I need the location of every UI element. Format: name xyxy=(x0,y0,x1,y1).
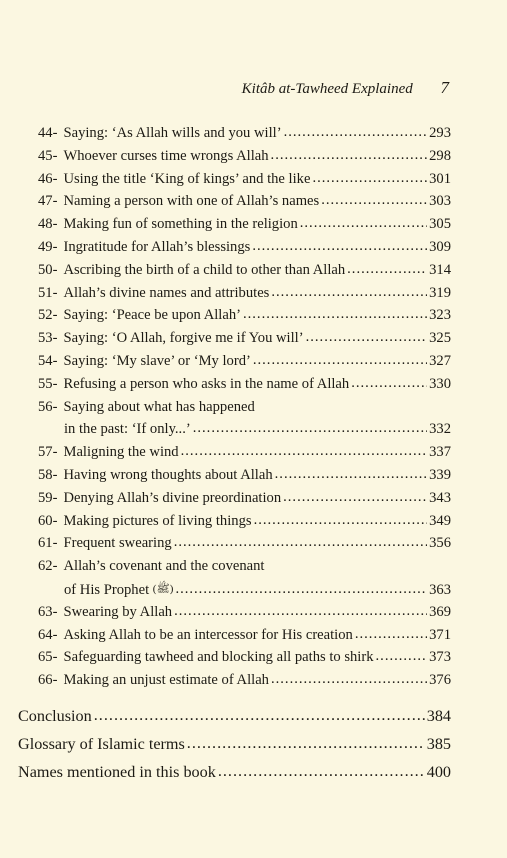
toc-entry-number: 47- xyxy=(38,193,58,210)
dot-leader xyxy=(312,167,427,190)
toc-entry-title: Whoever curses time wrongs Allah xyxy=(63,147,269,164)
toc-entry-title-continued xyxy=(64,418,191,441)
toc-entry-page: 314 xyxy=(429,261,451,278)
dot-leader xyxy=(174,600,427,623)
dot-leader xyxy=(181,440,428,463)
toc-entry-row xyxy=(38,510,451,533)
toc-entry xyxy=(0,532,507,555)
dot-leader xyxy=(271,281,427,304)
dot-leader xyxy=(218,757,425,785)
dot-leader xyxy=(300,212,427,235)
dot-leader xyxy=(187,729,425,757)
toc-entry-page: 363 xyxy=(429,581,451,598)
toc-entry-title: Denying Allah’s divine preordination xyxy=(63,489,282,506)
toc-entry-row xyxy=(38,145,451,168)
toc-entry-title: Using the title ‘King of kings’ and the like xyxy=(63,170,311,187)
toc-entry-title: Allah’s covenant and the covenant xyxy=(63,558,265,575)
toc-entry-number: 60- xyxy=(38,512,58,529)
toc-entry-number: 56- xyxy=(38,398,58,415)
toc-entry xyxy=(0,373,507,396)
toc-entry-title: Swearing by Allah xyxy=(63,603,173,620)
toc-entry-page: 305 xyxy=(429,216,451,233)
dot-leader xyxy=(253,349,427,372)
toc-entry-row xyxy=(38,669,451,692)
toc-entry-number: 62- xyxy=(38,558,58,575)
toc-entry xyxy=(0,122,507,145)
toc-entry-row xyxy=(18,730,451,758)
toc-entry-title: Maligning the wind xyxy=(63,444,179,461)
dot-leader xyxy=(271,144,428,167)
toc-entry xyxy=(0,190,507,213)
toc-entry-row xyxy=(38,601,451,624)
toc-entry xyxy=(0,441,507,464)
toc-entry-number: 52- xyxy=(38,307,58,324)
table-of-contents xyxy=(0,122,507,786)
toc-entry-page: 376 xyxy=(429,672,451,689)
toc-entry xyxy=(0,464,507,487)
toc-entry-title-continued-text: in the past: ‘If only...’ xyxy=(64,421,191,438)
toc-entry-page: 371 xyxy=(429,626,451,643)
dot-leader xyxy=(271,668,427,691)
toc-entry xyxy=(0,646,507,669)
toc-entry-page: 303 xyxy=(429,193,451,210)
page-number: 7 xyxy=(440,78,449,97)
dot-leader xyxy=(355,623,427,646)
toc-entry-row xyxy=(38,373,451,396)
dot-leader xyxy=(283,486,427,509)
toc-entry-number: 45- xyxy=(38,147,58,164)
toc-entry-title: Names mentioned in this book xyxy=(18,762,216,781)
toc-entry-page: 332 xyxy=(429,421,451,438)
toc-entry-title: Having wrong thoughts about Allah xyxy=(63,466,273,483)
toc-entry-title: Making an unjust estimate of Allah xyxy=(63,672,269,689)
book-title: Kitâb at-Tawheed Explained xyxy=(241,81,413,97)
toc-entry-title: Naming a person with one of Allah’s names xyxy=(63,193,320,210)
toc-entry xyxy=(0,327,507,350)
toc-entry-number: 59- xyxy=(38,489,58,506)
toc-entry xyxy=(0,669,507,692)
toc-entry-number: 49- xyxy=(38,238,58,255)
toc-entry-page: 373 xyxy=(429,649,451,666)
toc-entry-page: 298 xyxy=(429,147,451,164)
toc-entry-title-continued xyxy=(64,578,173,602)
toc-entry-page: 325 xyxy=(429,330,451,347)
toc-back-matter-entry xyxy=(0,730,507,758)
toc-entry-number: 55- xyxy=(38,375,58,392)
toc-entry-row xyxy=(38,168,451,191)
toc-entry xyxy=(0,304,507,327)
toc-entry-page: 319 xyxy=(429,284,451,301)
toc-entry xyxy=(0,350,507,373)
dot-leader xyxy=(174,531,427,554)
toc-entry-title-line1 xyxy=(38,555,264,578)
dot-leader xyxy=(284,121,428,144)
toc-entry-row xyxy=(38,282,451,305)
toc-entry-row xyxy=(38,259,451,282)
running-header xyxy=(242,78,449,98)
toc-entry-row xyxy=(38,646,451,669)
toc-entry xyxy=(0,213,507,236)
toc-entry-number: 48- xyxy=(38,216,58,233)
dot-leader xyxy=(376,645,428,668)
toc-entry-page: 330 xyxy=(429,375,451,392)
toc-entry-title: Saying about what has happened xyxy=(63,398,255,415)
toc-entry-number: 44- xyxy=(38,125,58,141)
toc-entry xyxy=(0,555,507,601)
toc-entry xyxy=(0,236,507,259)
toc-entry-title: Saying: ‘My slave’ or ‘My lord’ xyxy=(63,352,251,369)
toc-entry-number: 65- xyxy=(38,649,58,666)
toc-entry-row xyxy=(38,122,451,145)
toc-entry-page: 293 xyxy=(429,125,451,141)
toc-back-matter-entry xyxy=(0,702,507,730)
toc-entry-title: Allah’s divine names and attributes xyxy=(63,284,270,301)
toc-back-matter-entry xyxy=(0,758,507,786)
toc-entry-title: Conclusion xyxy=(18,706,92,725)
toc-entry-title: Safeguarding tawheed and blocking all paths to shirk xyxy=(63,649,374,666)
toc-entry-title: Making fun of something in the religion xyxy=(63,216,298,233)
toc-entry-row xyxy=(38,464,451,487)
toc-entry-page: 327 xyxy=(429,352,451,369)
toc-entry-page: 400 xyxy=(426,762,451,781)
toc-entry-page: 337 xyxy=(429,444,451,461)
toc-entry-row xyxy=(38,190,451,213)
dot-leader xyxy=(94,701,425,729)
toc-entry-page: 301 xyxy=(429,170,451,187)
toc-entry-row xyxy=(38,350,451,373)
toc-entry-page: 309 xyxy=(429,238,451,255)
toc-entry xyxy=(0,396,507,442)
toc-entry-number: 54- xyxy=(38,352,58,369)
toc-entry xyxy=(0,168,507,191)
toc-entry-number: 63- xyxy=(38,603,58,620)
dot-leader xyxy=(243,303,427,326)
dot-leader xyxy=(254,509,428,532)
toc-entry-number: 51- xyxy=(38,284,58,301)
toc-entry-page: 343 xyxy=(429,489,451,506)
toc-entry-row xyxy=(64,418,451,441)
toc-entry-number: 57- xyxy=(38,444,58,461)
toc-entry-title: Refusing a person who asks in the name of Allah xyxy=(63,375,350,392)
toc-entry-page: 385 xyxy=(426,734,451,753)
toc-entry-title: Saying: ‘As Allah wills and you will’ xyxy=(63,125,282,141)
toc-entry-title: Asking Allah to be an intercessor for His creation xyxy=(63,626,353,643)
toc-entry-row xyxy=(18,702,451,730)
toc-entry-row xyxy=(38,487,451,510)
toc-entry xyxy=(0,601,507,624)
toc-entry-row xyxy=(38,624,451,647)
dot-leader xyxy=(275,463,427,486)
toc-entry-page: 339 xyxy=(429,466,451,483)
toc-entry-row xyxy=(38,327,451,350)
dot-leader xyxy=(193,417,427,440)
toc-entry-title: Making pictures of living things xyxy=(63,512,252,529)
toc-entry-title: Saying: ‘O Allah, forgive me if You will’ xyxy=(63,330,304,347)
toc-entry-title: Ingratitude for Allah’s blessings xyxy=(63,238,251,255)
toc-entry-title-continued-text: of His Prophet xyxy=(64,581,150,598)
toc-entry-page: 356 xyxy=(429,535,451,552)
dot-leader xyxy=(175,578,427,601)
toc-entry-row xyxy=(38,441,451,464)
dot-leader xyxy=(347,258,427,281)
toc-entry-number: 64- xyxy=(38,626,58,643)
toc-entry-row xyxy=(38,304,451,327)
toc-entry xyxy=(0,259,507,282)
toc-entry-title: Saying: ‘Peace be upon Allah’ xyxy=(63,307,241,324)
toc-entry-number: 61- xyxy=(38,535,58,552)
toc-entry xyxy=(0,145,507,168)
toc-entry-row xyxy=(38,532,451,555)
toc-entry-title: Ascribing the birth of a child to other than Allah xyxy=(63,261,346,278)
dot-leader xyxy=(252,235,427,258)
toc-entry xyxy=(0,510,507,533)
toc-entry-row xyxy=(64,578,451,602)
toc-entry-number: 66- xyxy=(38,672,58,689)
toc-entry-row xyxy=(18,758,451,786)
toc-entry-title-line1 xyxy=(38,396,255,419)
dot-leader xyxy=(306,326,428,349)
toc-entry-number: 58- xyxy=(38,466,58,483)
toc-entry-page: 349 xyxy=(429,512,451,529)
toc-entry-number: 50- xyxy=(38,261,58,278)
toc-entry-page: 323 xyxy=(429,307,451,324)
toc-entry-title: Frequent swearing xyxy=(63,535,172,552)
honorific-seal: (ﷺ) xyxy=(152,582,174,595)
toc-entry-title: Glossary of Islamic terms xyxy=(18,734,185,753)
toc-entry xyxy=(0,487,507,510)
toc-entry-number: 46- xyxy=(38,170,58,187)
toc-entry-page: 369 xyxy=(429,603,451,620)
toc-entry-page: 384 xyxy=(426,706,451,725)
dot-leader xyxy=(351,372,427,395)
toc-entry xyxy=(0,624,507,647)
dot-leader xyxy=(321,189,427,212)
toc-entry-row xyxy=(38,236,451,259)
toc-entry xyxy=(0,282,507,305)
toc-entry-number: 53- xyxy=(38,330,58,347)
toc-entry-row xyxy=(38,213,451,236)
